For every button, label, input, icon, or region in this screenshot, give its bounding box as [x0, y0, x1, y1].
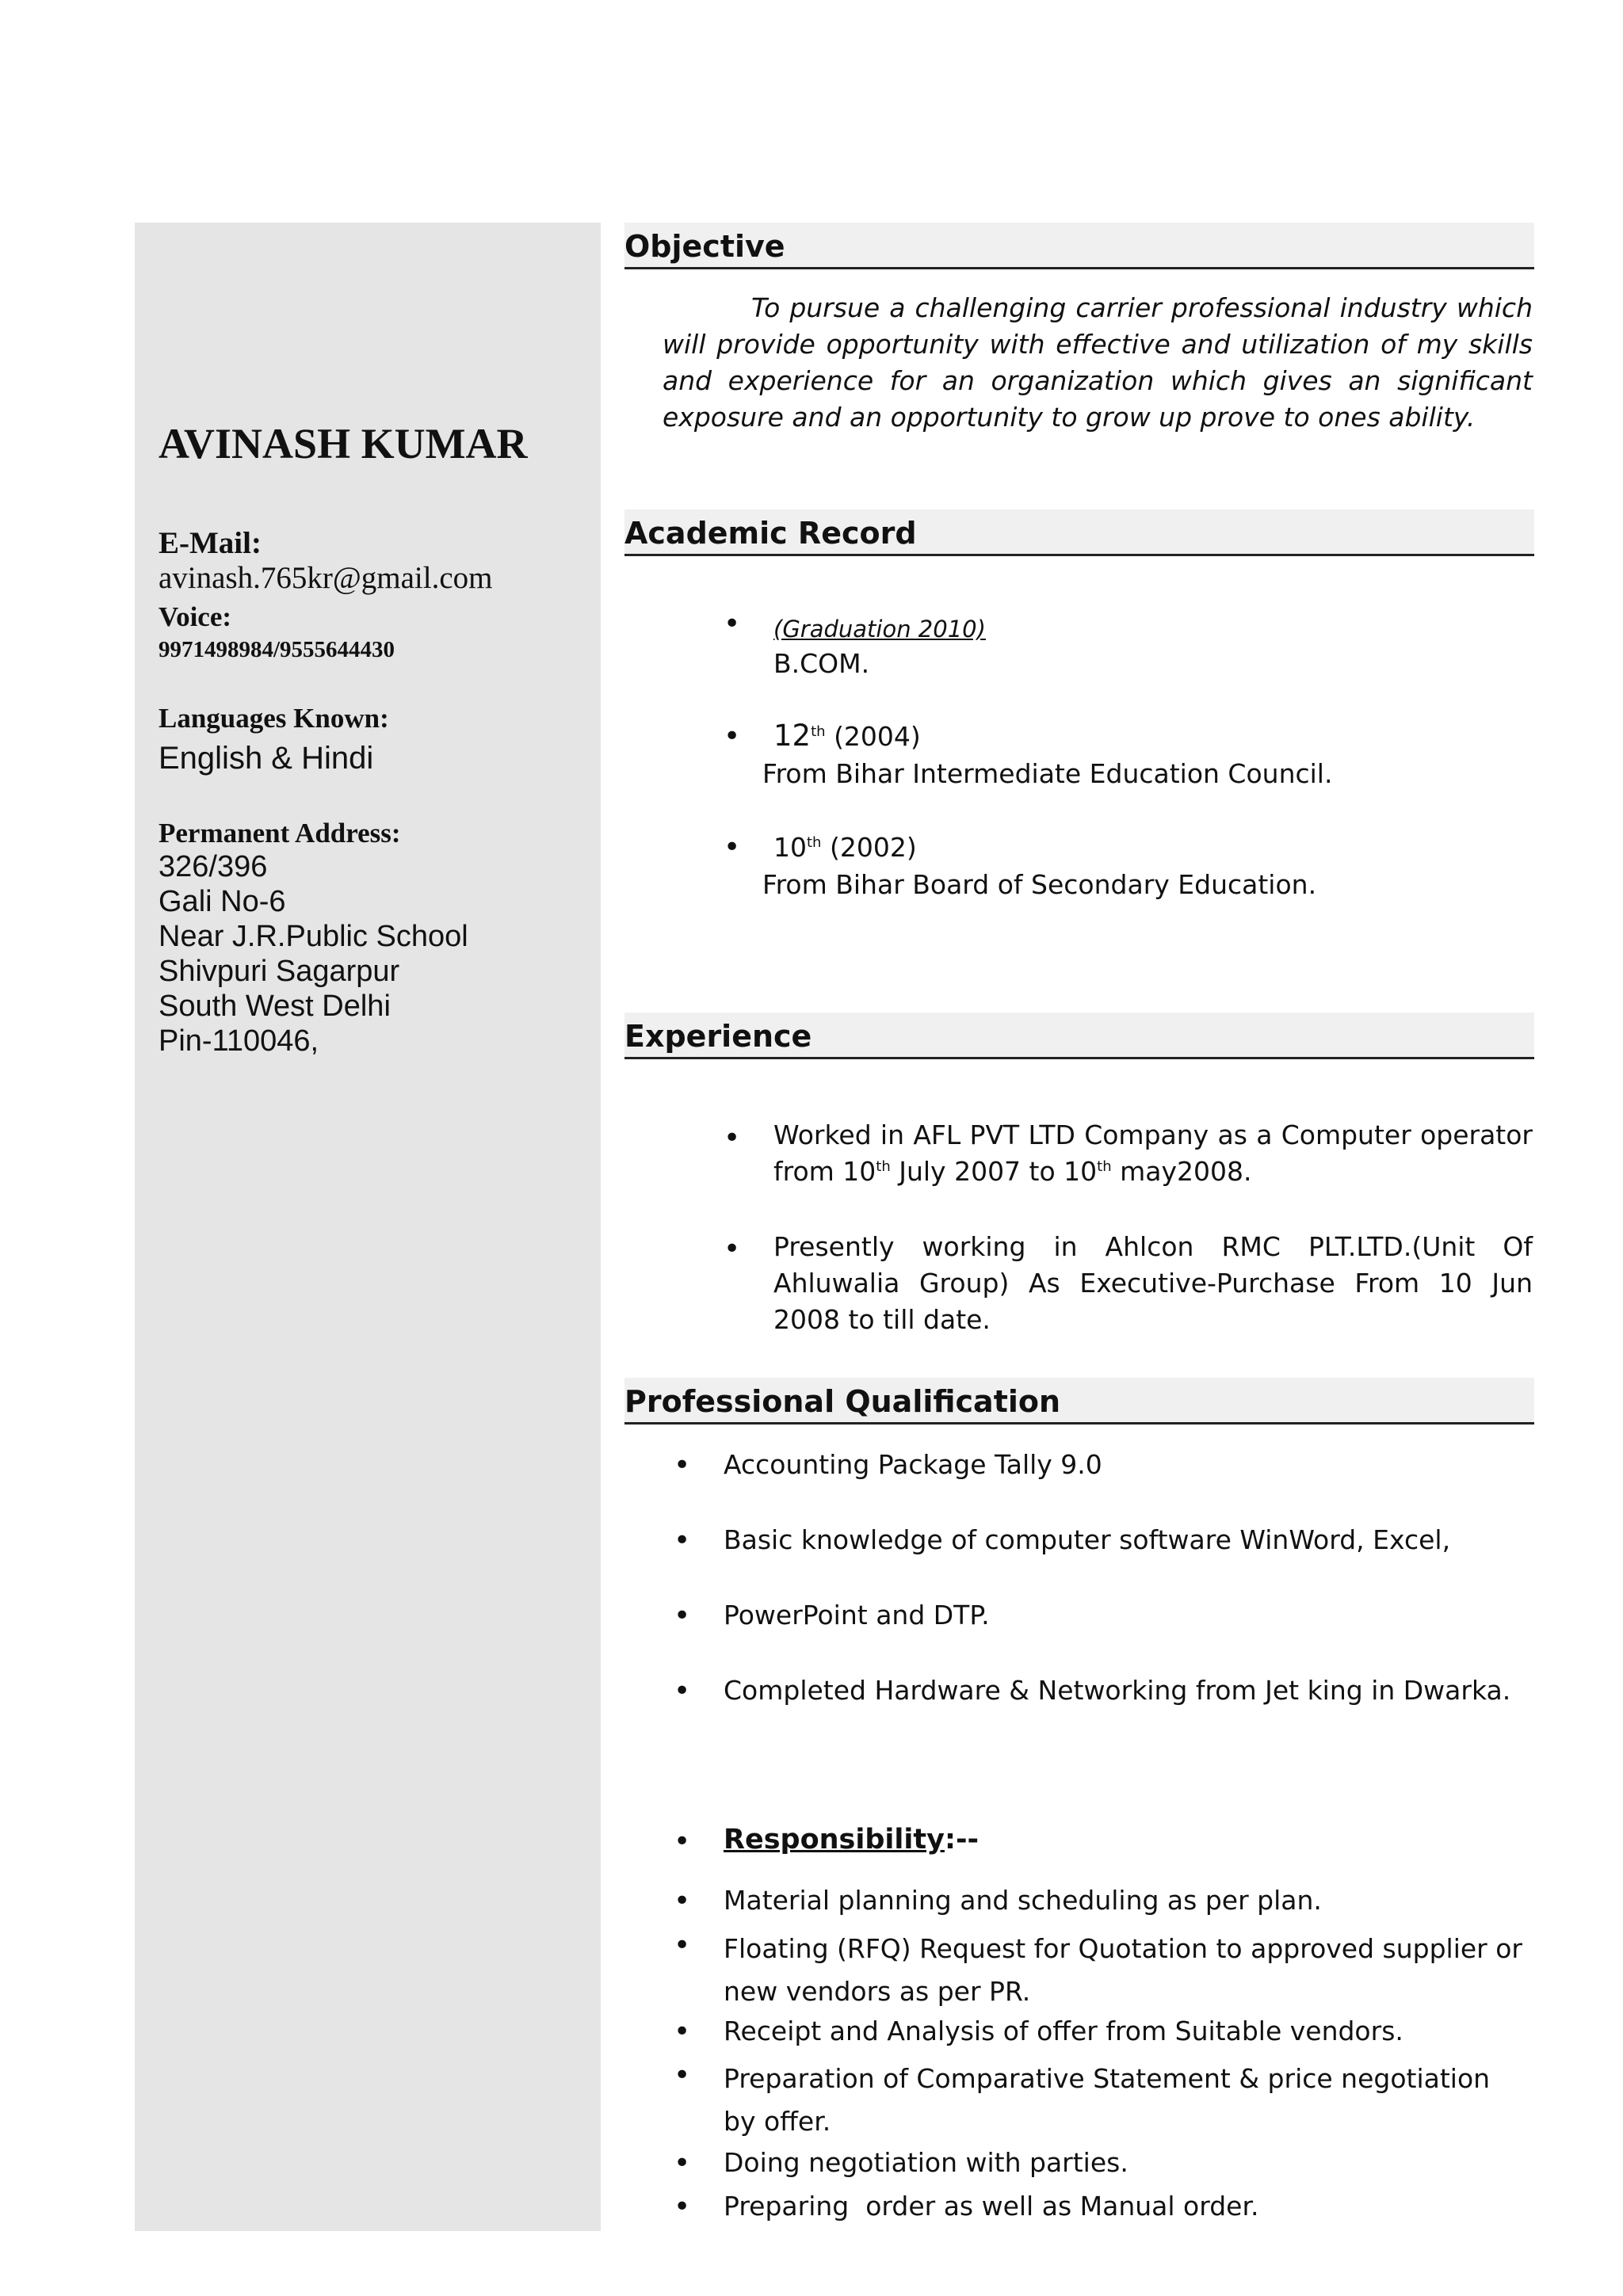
address-label: Permanent Address: [158, 818, 401, 849]
section-heading-experience [624, 1013, 1534, 1059]
responsibility-item: Floating (RFQ) Request for Quotation to approved supplier or new vendors as per PR. [724, 1933, 1522, 2007]
ordinal-suffix: th [811, 723, 826, 740]
experience-item-1-line1: Worked in AFL PVT LTD Company as a Computer operator [773, 1119, 1533, 1150]
experience-text: may2008. [1111, 1156, 1252, 1187]
class-number: 12 [773, 719, 812, 753]
bullet-icon: • [674, 1885, 691, 1917]
ordinal-suffix: th [1097, 1158, 1112, 1175]
bullet-icon: • [724, 608, 741, 640]
languages-value: English & Hindi [158, 741, 374, 776]
graduation-title: (Graduation 2010) [773, 616, 986, 643]
bullet-icon: • [674, 2191, 691, 2223]
bullet-icon: • [724, 1122, 741, 1154]
responsibility-label: Responsibility [724, 1824, 945, 1855]
bullet-icon: • [724, 720, 741, 753]
experience-item-2: Presently working in Ahlcon RMC PLT.LTD.(Unit Of Ahluwalia Group) As Executive-Purchase From 10 Jun 2008 to till date. [773, 1231, 1533, 1335]
academic-item-detail: From Bihar Board of Secondary Education. [762, 869, 1317, 900]
candidate-name: AVINASH KUMAR [158, 420, 528, 467]
responsibility-item: Receipt and Analysis of offer from Suitable vendors. [724, 2016, 1403, 2046]
bullet-icon: • [674, 1825, 691, 1858]
bullet-icon: • [674, 1929, 691, 1962]
academic-year: (2002) [829, 832, 917, 863]
bullet-icon: • [674, 2147, 691, 2180]
section-heading-professional [624, 1378, 1534, 1425]
qualification-item: PowerPoint and DTP. [724, 1600, 990, 1630]
bullet-icon: • [674, 2016, 691, 2048]
address-line: South West Delhi [158, 990, 391, 1023]
voice-value: 9971498984/9555644430 [158, 637, 395, 662]
bullet-icon: • [674, 1524, 691, 1557]
qualification-item: Completed Hardware & Networking from Jet king in Dwarka. [724, 1675, 1511, 1706]
qualification-item: Basic knowledge of computer software WinWord, Excel, [724, 1524, 1451, 1555]
responsibility-item: Preparation of Comparative Statement & price negotiation by offer. [724, 2063, 1491, 2137]
heading-text: Academic Record [624, 516, 917, 551]
address-block [158, 849, 468, 1058]
bullet-icon: • [674, 1675, 691, 1707]
responsibility-heading [724, 1824, 979, 1855]
bullet-icon: • [724, 831, 741, 864]
address-line: Pin-110046, [158, 1024, 319, 1058]
email-label: E-Mail: [158, 526, 262, 560]
responsibility-item: Doing negotiation with parties. [724, 2147, 1128, 2178]
voice-label: Voice: [158, 601, 232, 632]
academic-item-detail: B.COM. [773, 648, 870, 679]
heading-text: Professional Qualification [624, 1384, 1061, 1419]
class-number: 10 [773, 832, 807, 863]
academic-item-detail: From Bihar Intermediate Education Council. [762, 758, 1333, 789]
academic-item-title [773, 832, 917, 863]
academic-item-title [773, 719, 921, 753]
heading-text: Experience [624, 1019, 812, 1054]
responsibility-suffix: :-- [944, 1824, 980, 1855]
languages-label: Languages Known: [158, 703, 389, 734]
experience-item-1-line2 [773, 1156, 1252, 1187]
qualification-item: Accounting Package Tally 9.0 [724, 1449, 1102, 1480]
heading-text: Objective [624, 229, 785, 264]
bullet-icon: • [674, 2059, 691, 2092]
bullet-icon: • [674, 1449, 691, 1482]
address-line: 326/396 [158, 850, 268, 883]
address-line: Near J.R.Public School [158, 920, 468, 953]
ordinal-suffix: th [876, 1158, 891, 1175]
academic-item-title [773, 612, 986, 643]
objective-text [663, 290, 1533, 436]
academic-year: (2004) [834, 721, 921, 752]
objective-body: To pursue a challenging carrier professional industry which will provide opportunity with effective and utilization of my skills and experience for an organization which gives an significant exposure and an opportunity to grow up prove to ones ability. [663, 292, 1533, 433]
section-heading-academic [624, 509, 1534, 556]
section-heading-objective [624, 223, 1534, 269]
email-value: avinash.765kr@gmail.com [158, 561, 493, 595]
experience-text: from 10 [773, 1156, 876, 1187]
responsibility-item: Preparing order as well as Manual order. [724, 2191, 1259, 2222]
bullet-icon: • [724, 1233, 741, 1265]
address-line: Shivpuri Sagarpur [158, 955, 400, 988]
address-line: Gali No-6 [158, 885, 286, 918]
bullet-icon: • [674, 1600, 691, 1632]
ordinal-suffix: th [807, 834, 822, 851]
responsibility-item: Material planning and scheduling as per plan. [724, 1885, 1322, 1916]
sidebar [135, 223, 601, 2231]
experience-text: July 2007 to 10 [890, 1156, 1098, 1187]
